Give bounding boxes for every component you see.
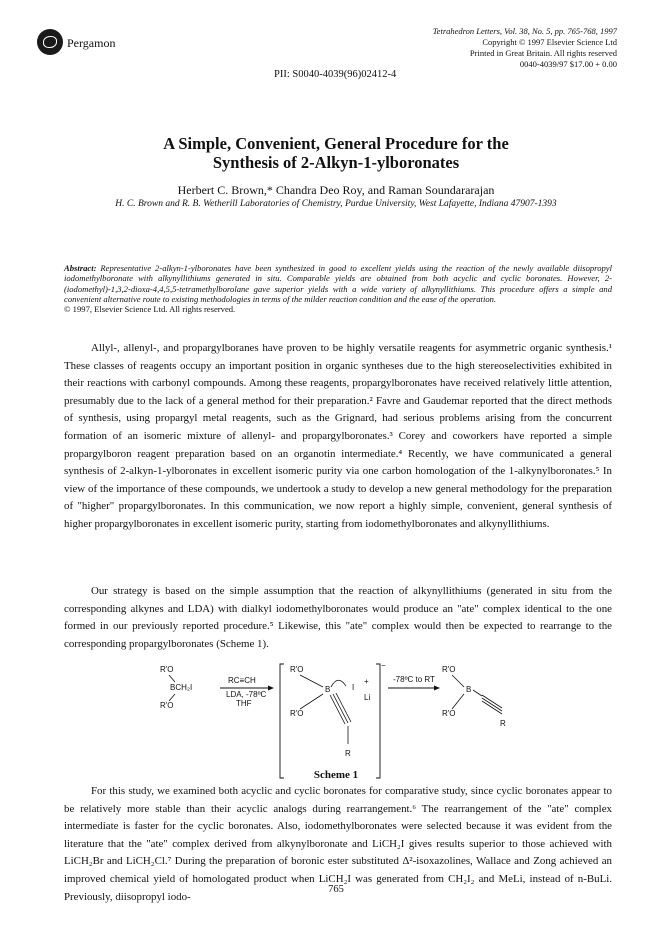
r-group-2: R (345, 749, 351, 758)
reagent-thf: THF (236, 699, 252, 708)
alkyne-bond (482, 698, 502, 711)
arrowhead-1 (268, 686, 274, 691)
r-group-3: R (500, 719, 506, 728)
arrowhead-2 (434, 686, 440, 691)
boron-3: B (466, 685, 472, 694)
copyright-line: Copyright © 1997 Elsevier Science Ltd (482, 37, 617, 47)
publisher-name: Pergamon (67, 36, 116, 50)
bracket-right (376, 664, 380, 778)
journal-header (433, 26, 617, 70)
alkyne-bond (482, 701, 502, 714)
pii-identifier: PII: S0040-4039(96)02412-4 (274, 69, 397, 80)
abstract-label: Abstract: (64, 263, 97, 273)
ro-top-1: R'O (160, 665, 174, 674)
ch2-bond (331, 680, 346, 687)
ch2-bond (473, 690, 482, 696)
arrow-2-condition: -78ºC to RT (393, 675, 435, 684)
bond-line (169, 694, 175, 701)
bond-line (300, 675, 323, 687)
reagent-alkyne: RC≡CH (228, 676, 256, 685)
li-plus: + (364, 677, 369, 686)
bond-line (169, 675, 175, 682)
paragraph-3-text: For this study, we examined both acyclic and cyclic boronates for comparative study, since cyclic boronates appear to be relatively more stable than their acyclic analogs during rearrangement.⁶ The rearrangement of the "ate" complex intermediate is faster for the cyclic boronates. Also, iodomethylboronates were selected because it was evident from the literature that the "ate" complex derived from alkynylboronate and LiCH₂I gives results superior to those achieved with LiCH₂Br and LiCH₂Cl.⁷ During the preparation of boronic ester substituted Δ²-isoxazolines, Wallace and Zong achieved an improved chemical yield of homologated product when LiCH₂I was generated from CH₂I₂ and MeLi, instead of n-BuLi. Previously, diisopropyl iodo- (64, 785, 612, 903)
ro-bot-1: R'O (160, 701, 174, 710)
ro-top-2: R'O (290, 665, 304, 674)
bond-line (300, 694, 323, 709)
alkyne-bond (330, 695, 345, 724)
paper-title (60, 134, 612, 172)
body-paragraph-1 (64, 340, 612, 534)
author-list: Herbert C. Brown,* Chandra Deo Roy, and Raman Soundararajan (177, 183, 495, 197)
ro-bot-2: R'O (290, 709, 304, 718)
reagent-lda: LDA, -78ºC (226, 690, 267, 699)
printed-line: Printed in Great Britain. All rights reserved (469, 48, 617, 58)
scheme-caption: Scheme 1 (313, 769, 359, 781)
body-paragraph-2 (64, 583, 612, 653)
abstract-text: Representative 2-alkyn-1-ylboronates have been synthesized in good to excellent yields using the reaction of the newly available diisopropyl iodomethylboronate with alkynyllithiums generated in situ. Comparable yields are obtained from both acyclic and cyclic boronates. However, 2-(iodomethyl)-1,3,2-dioxa-4,4,5,5-tetramethylborolane gave superior yields with a wide variety of alkynyllithiums. This procedure offers a simple and convenient alternative route to existing methodologies in terms of the milder reaction condition and the ease of the operation. (64, 263, 612, 304)
alkyne-bond (336, 693, 351, 722)
bond-line (452, 675, 464, 687)
lithium-label: Li (364, 693, 371, 702)
paragraph-1-text: Allyl-, allenyl-, and propargylboranes have proven to be highly versatile reagents for asymmetric organic synthesis.¹ These classes of reagents occupy an important position in organic syntheses due to the high stereoselectivities exhibited in their reactions with carbonyl compounds. Among these reagents, propargylboronates have received relatively little attention, presumably due to the lack of a general method for their preparation.² Favre and Gaudemar reported that the direct methods of synthesis, using propargyl metal reagents, such as the Grignard, had serious problems arising from the concurrent formation of an isomeric mixture of allenyl- and propargylboronates.³ Corey and coworkers have reported a simple propargylboron reagent preparation based on an organotin intermediate.⁴ Recently, we have communicated a general synthesis of 2-alkyn-1-ylboronates in excellent isomeric purity via one carbon homologation of the 1-alkynylboronates.⁵ In view of the importance of these compounds, we undertook a study to develop a new general methodology for the preparation of "higher" propargylboronates. In this communication, we now report a highly simple, convenient, general synthesis of higher propargylboronates in excellent isomeric purity, starting from iodomethylboronates and alkynyllithiums. (64, 342, 612, 530)
iodine-label: I (352, 683, 355, 692)
abstract-copyright: © 1997, Elsevier Science Ltd. All rights reserved. (64, 304, 236, 315)
price-line: 0040-4039/97 $17.00 + 0.00 (519, 59, 617, 69)
ro-top-3: R'O (442, 665, 456, 674)
page-number: 765 (328, 884, 344, 895)
abstract (64, 263, 612, 314)
journal-citation: Tetrahedron Letters, Vol. 38, No. 5, pp. 765-768, 1997 (432, 26, 617, 36)
alkyne-bond (482, 695, 502, 708)
bch2i-label: BCH₂I (170, 683, 193, 692)
bracket-left (280, 664, 284, 778)
affiliation: H. C. Brown and R. B. Wetherill Laboratories of Chemistry, Purdue University, West Lafayette, Indiana 47907-1393 (115, 199, 557, 209)
bond-line (452, 694, 464, 709)
paragraph-2-text: Our strategy is based on the simple assumption that the reaction of alkynyllithiums (generated in situ from the corresponding alkynes and LDA) with dialkyl iodomethylboronates would produce an "ate" complex identical to the one formed in our previously reported procedure.⁵ Likewise, this "ate" complex would then be expected to rearrange to the corresponding propargylboronates (Scheme 1). (64, 585, 612, 650)
boron-2: B (325, 685, 331, 694)
charge-minus: − (381, 661, 386, 670)
title-line-1: A Simple, Convenient, General Procedure for the (163, 134, 509, 153)
pergamon-logo (37, 29, 63, 55)
ro-bot-3: R'O (442, 709, 456, 718)
alkyne-bond (333, 694, 348, 723)
title-line-2: Synthesis of 2-Alkyn-1-ylboronates (212, 153, 460, 172)
